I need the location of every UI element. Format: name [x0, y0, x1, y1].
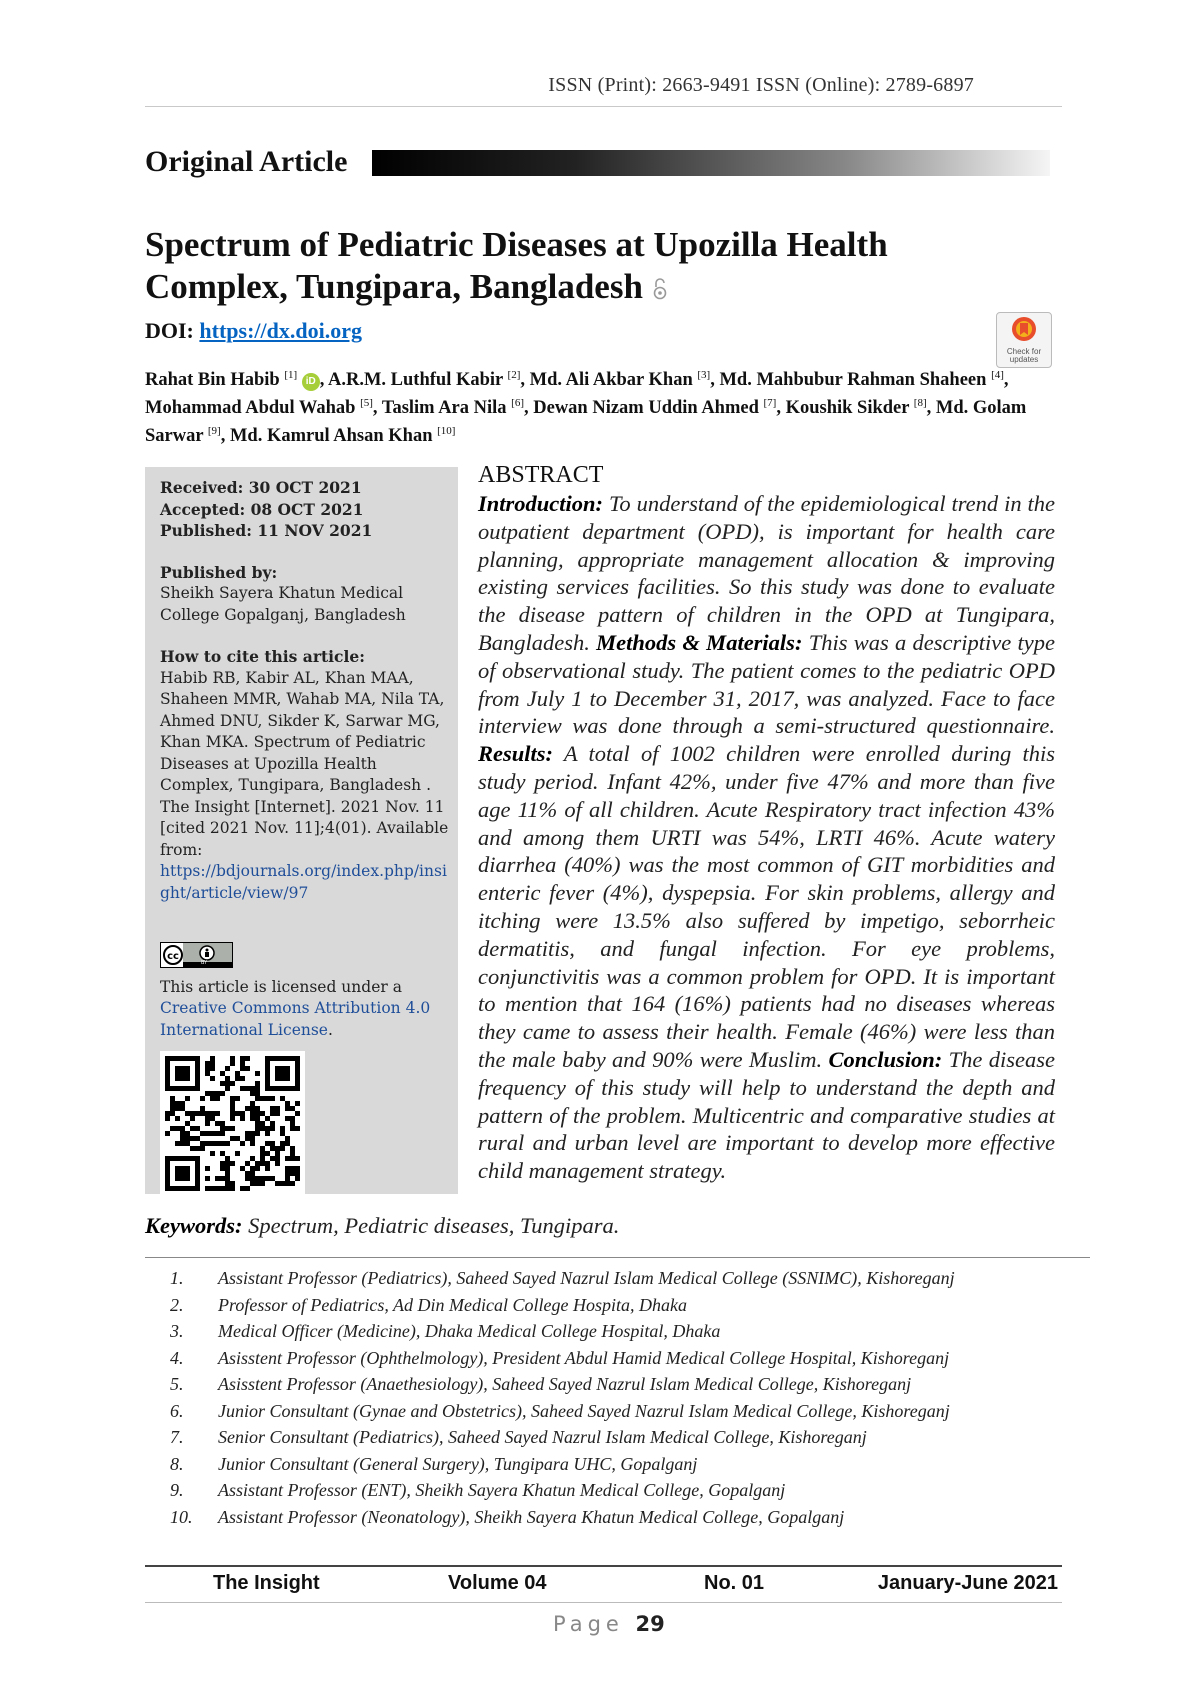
header-divider: [145, 106, 1062, 107]
affiliation-number: 9.: [170, 1480, 184, 1500]
author-ref: [4]: [991, 369, 1004, 381]
footer-volume: Volume 04: [448, 1572, 547, 1594]
author-ref: [8]: [913, 397, 927, 410]
affiliation-item: [170, 1265, 1090, 1292]
author-ref: [5]: [360, 397, 373, 410]
page-number: [553, 1612, 665, 1636]
author-ref: [10]: [437, 425, 456, 438]
article-title: [145, 224, 1025, 308]
check-updates-icon: [1009, 316, 1039, 348]
footer-divider: [145, 1565, 1062, 1567]
affiliation-number: 3.: [170, 1321, 184, 1341]
author: Md. Ali Akbar Khan: [529, 370, 693, 391]
affiliation-number: 7.: [170, 1427, 184, 1447]
cite-label: How to cite this article:: [160, 647, 365, 666]
author: Dewan Nizam Uddin Ahmed: [533, 398, 759, 419]
affiliation-item: [170, 1504, 1090, 1531]
license-suffix: .: [327, 1020, 333, 1039]
affiliation-text: Junior Consultant (Gynae and Obstetrics), Saheed Sayed Nazrul Islam Medical College, Kishoreganj: [218, 1400, 950, 1421]
affiliation-number: 10.: [170, 1506, 193, 1527]
published-by-label: Published by:: [160, 562, 278, 582]
affiliation-text: Junior Consultant (General Surgery), Tungipara UHC, Gopalganj: [218, 1453, 698, 1474]
citation-url[interactable]: https://bdjournals.org/index.php/insight/article/view/97: [160, 862, 447, 902]
author: Md. Mahbubur Rahman Shaheen: [719, 370, 987, 391]
affiliation-text: Medical Officer (Medicine), Dhaka Medical College Hospital, Dhaka: [218, 1321, 721, 1341]
issn-header: ISSN (Print): 2663-9491 ISSN (Online): 2789-6897: [548, 74, 974, 96]
affiliation-number: 6.: [170, 1400, 184, 1421]
affiliation-item: [170, 1477, 1090, 1504]
author: Koushik Sikder: [785, 398, 910, 419]
affiliation-item: [170, 1371, 1090, 1398]
results-label: Results:: [478, 741, 554, 767]
affiliation-number: 2.: [170, 1294, 184, 1315]
author: Taslim Ara Nila: [381, 398, 507, 419]
footer-journal: The Insight: [213, 1572, 320, 1594]
author: Md. Kamrul Ahsan Khan: [229, 426, 433, 447]
author-ref: [7]: [763, 397, 777, 410]
affiliation-number: 1.: [170, 1268, 184, 1288]
affiliation-text: Asisstent Professor (Anaethesiology), Saheed Sayed Nazrul Islam Medical College, Kishoreganj: [218, 1374, 912, 1394]
affiliation-text: Asisstent Professor (Ophthelmology), President Abdul Hamid Medical College Hospital, Kishoreganj: [218, 1347, 950, 1368]
keywords: [145, 1213, 619, 1239]
author-ref: [2]: [507, 369, 521, 381]
cc-badge-label: BY: [201, 960, 208, 966]
article-info-sidebar: [145, 467, 458, 1194]
affiliation-item: [170, 1318, 1090, 1345]
author-ref: [6]: [511, 397, 524, 410]
citation-text: Habib RB, Kabir AL, Khan MAA, Shaheen MMR, Wahab MA, Nila TA, Ahmed DNU, Sikder K, Sarwar MG, Khan MKA. Spectrum of Pediatric Diseases at Upozilla Health Complex, Tungipara, Bangladesh . The Insight [Internet]. 2021 Nov. 11 [cited 2021 Nov. 11];4(01). Available from:: [160, 668, 449, 859]
author: A.R.M. Luthful Kabir: [328, 370, 503, 391]
results-text: A total of 1002 children were enrolled during this study period. Infant 42%, under five 47% and more than five age 11% of all children. Acute Respiratory tract infection 43% and among them URTI was 54%, LRTI 46%. Acute watery diarrhea (40%) was the most common of GIT morbidities and enteric fever (4%), dyspepsia. For skin problems, allergy and itching were 13.5% also suffered by impetigo, seborrheic dermatitis, and fungal infection. For eye problems, conjunctivitis was a common problem for OPD. It is important to mention that 164 (16%) patients had no diseases whereas they came to assess their health. Female (46%) were less than the male baby and 90% were Muslim.: [478, 741, 1055, 1072]
received-date: Received: 30 OCT 2021: [160, 478, 362, 497]
conclusion-text: The disease frequency of this study will help to understand the depth and pattern of the problem. Multicentric and comparative studies at rural and urban level are important to develop more effective child management strategy.: [478, 1046, 1055, 1184]
open-access-lock-icon: [653, 278, 667, 300]
affiliation-item: [170, 1345, 1090, 1372]
page-number-value: 29: [635, 1612, 665, 1636]
accepted-date: Accepted: 08 OCT 2021: [160, 499, 364, 519]
publisher: Sheikh Sayera Khatun Medical College Gopalganj, Bangladesh: [160, 584, 406, 624]
creative-commons-icon: [161, 943, 232, 967]
article-title-line2: Complex, Tungipara, Bangladesh: [145, 267, 643, 306]
qr-code[interactable]: [160, 1051, 305, 1196]
author-ref: [3]: [697, 369, 711, 381]
license-prefix: This article is licensed under a: [160, 977, 402, 996]
intro-label: Introduction:: [478, 491, 604, 516]
affiliation-item: [170, 1424, 1090, 1451]
affiliation-number: 8.: [170, 1453, 184, 1474]
footer-divider-thin: [145, 1602, 1062, 1603]
author-list: Rahat Bin Habib [1] iD , A.R.M. Luthful Kabir [2], Md. Ali Akbar Khan [3], Md. Mahbubur Rahman Shaheen [4], Mohammad Abdul Wahab [5], Taslim Ara Nila [6], Dewan Nizam Uddin Ahmed [7], Koushik Sikder [8], Md. Golam Sarwar [9], Md. Kamrul Ahsan Khan [10]: [145, 369, 1027, 447]
abstract-body: [478, 490, 1055, 1185]
methods-label: Methods & Materials:: [596, 629, 803, 655]
affiliation-number: 4.: [170, 1347, 184, 1368]
conclusion-label: Conclusion:: [828, 1046, 943, 1072]
affiliations-divider: [145, 1257, 1090, 1258]
footer-number: No. 01: [704, 1572, 765, 1594]
check-updates-text2: updates: [1009, 355, 1039, 364]
author: Rahat Bin Habib: [145, 370, 280, 391]
affiliation-item: [170, 1451, 1090, 1478]
section-label: Original Article: [145, 145, 348, 178]
author: Md. Golam Sarwar: [145, 398, 1027, 447]
keywords-text: Spectrum, Pediatric diseases, Tungipara.: [242, 1213, 620, 1238]
section-gradient-bar: [372, 150, 1050, 176]
author: Mohammad Abdul Wahab: [145, 398, 356, 419]
affiliation-item: [170, 1398, 1090, 1425]
check-for-updates-badge[interactable]: [996, 312, 1052, 368]
affiliation-item: [170, 1292, 1090, 1319]
doi-link[interactable]: https://dx.doi.org: [199, 318, 362, 343]
page-label: Page: [553, 1612, 624, 1636]
svg-text:cc: cc: [167, 951, 179, 962]
author-ref: [1]: [284, 369, 298, 381]
abstract-heading: ABSTRACT: [478, 462, 604, 488]
affiliation-number: 5.: [170, 1374, 184, 1394]
intro-text: To understand of the epidemiological trend in the outpatient department (OPD), is important for health care planning, appropriate management allocation & improving existing services facilities. So this study was done to evaluate the disease pattern of children in the OPD at Tungipara, Bangladesh.: [478, 491, 1055, 655]
footer-period: January-June 2021: [877, 1572, 1058, 1594]
article-title-line1: Spectrum of Pediatric Diseases at Upozilla Health: [145, 225, 888, 264]
license-text: [160, 977, 450, 1042]
author-ref: [9]: [207, 425, 221, 438]
methods-text: This was a descriptive type of observational study. The patient comes to the pediatric OPD from July 1 to December 31, 2017, was analyzed. Face to face interview was done through a semi-structured questionnaire.: [478, 629, 1055, 739]
affiliation-text: Assistant Professor (ENT), Sheikh Sayera Khatun Medical College, Gopalganj: [218, 1480, 786, 1500]
doi-line: [145, 318, 362, 344]
affiliation-text: Assistant Professor (Neonatology), Sheikh Sayera Khatun Medical College, Gopalganj: [218, 1506, 845, 1527]
orcid-icon[interactable]: iD: [302, 373, 320, 391]
license-link[interactable]: Creative Commons Attribution 4.0 International License: [160, 999, 431, 1039]
keywords-label: Keywords:: [145, 1213, 243, 1238]
qr-code-icon: [160, 1051, 305, 1196]
cc-by-license-badge[interactable]: [160, 942, 233, 968]
affiliation-text: Professor of Pediatrics, Ad Din Medical College Hospita, Dhaka: [218, 1294, 687, 1315]
affiliations-list: [170, 1265, 1090, 1530]
published-date: Published: 11 NOV 2021: [160, 521, 373, 540]
affiliation-text: Assistant Professor (Pediatrics), Saheed Sayed Nazrul Islam Medical College (SSNIMC), Kishoreganj: [218, 1268, 955, 1288]
check-updates-text1: Check for: [1006, 347, 1042, 356]
doi-label: DOI:: [145, 318, 194, 343]
affiliation-text: Senior Consultant (Pediatrics), Saheed Sayed Nazrul Islam Medical College, Kishoreganj: [218, 1427, 867, 1447]
